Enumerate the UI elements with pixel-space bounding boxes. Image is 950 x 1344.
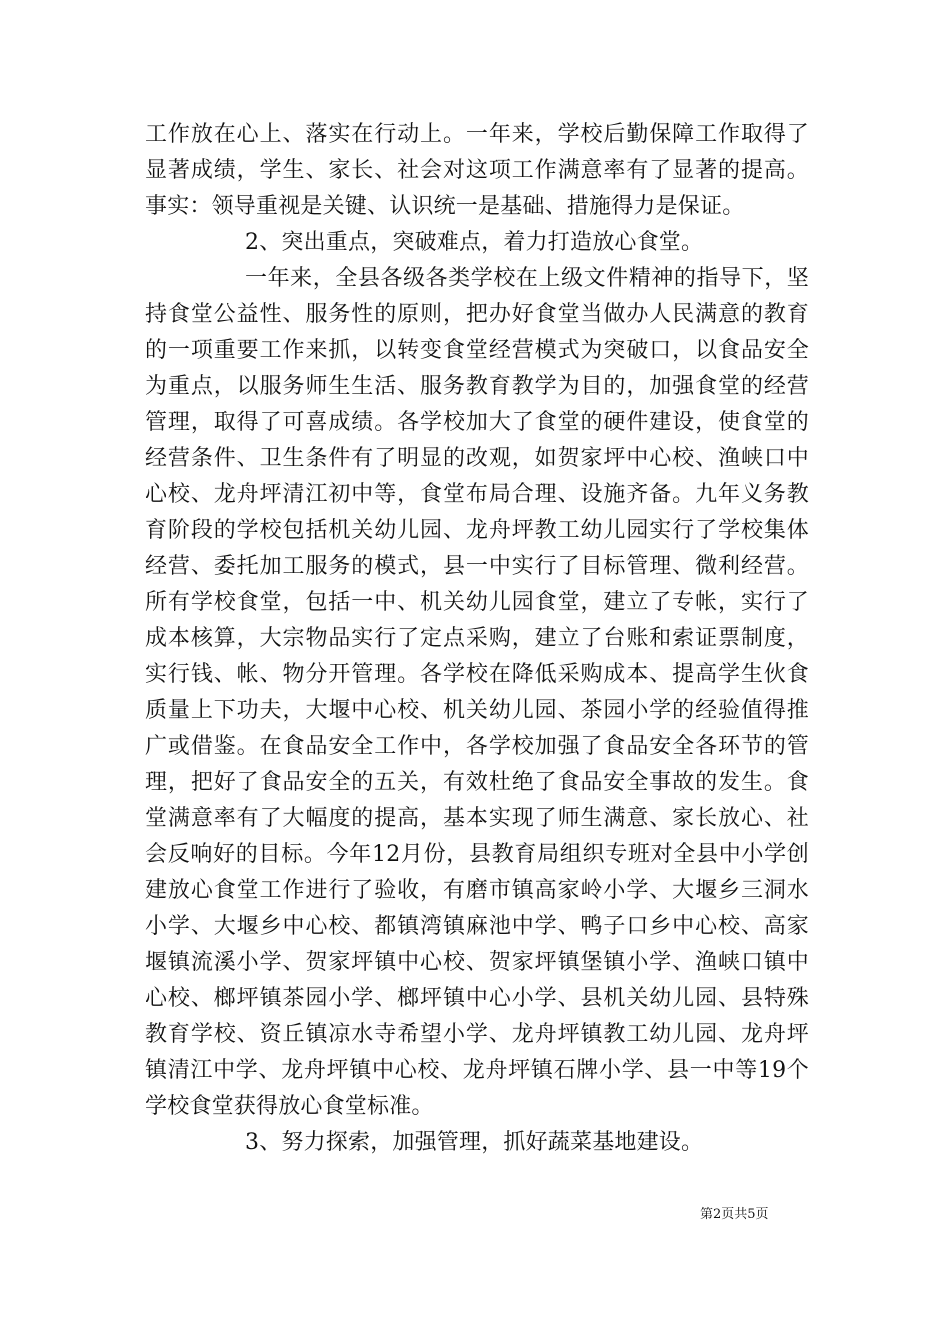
text-line: 实行钱、帐、物分开管理。各学校在降低采购成本、提高学生伙食 <box>145 662 809 687</box>
text-line: 一年来，全县各级各类学校在上级文件精神的指导下，坚 <box>245 266 809 291</box>
text-line: 小学、大堰乡中心校、都镇湾镇麻池中学、鸭子口乡中心校、高家 <box>145 914 809 939</box>
text-line: 工作放在心上、落实在行动上。一年来，学校后勤保障工作取得了 <box>145 122 809 147</box>
text-line: 的一项重要工作来抓，以转变食堂经营模式为突破口，以食品安全 <box>145 338 809 363</box>
text-line: 理，把好了食品安全的五关，有效杜绝了食品安全事故的发生。食 <box>145 770 809 795</box>
text-line: 经营、委托加工服务的模式，县一中实行了目标管理、微利经营。 <box>145 554 809 579</box>
text-line: 建放心食堂工作进行了验收，有磨市镇高家岭小学、大堰乡三洞水 <box>145 878 809 903</box>
section-heading: 2、突出重点，突破难点，着力打造放心食堂。 <box>245 230 704 255</box>
text-line: 会反响好的目标。今年12月份，县教育局组织专班对全县中小学创 <box>145 842 809 867</box>
text-line: 广或借鉴。在食品安全工作中，各学校加强了食品安全各环节的管 <box>145 734 809 759</box>
document-body <box>145 117 809 1161</box>
text-line: 心校、龙舟坪清江初中等，食堂布局合理、设施齐备。九年义务教 <box>145 482 809 507</box>
text-line: 事实：领导重视是关键、认识统一是基础、措施得力是保证。 <box>145 194 745 219</box>
text-line: 学校食堂获得放心食堂标准。 <box>145 1094 434 1119</box>
text-line: 经营条件、卫生条件有了明显的改观，如贺家坪中心校、渔峡口中 <box>145 446 809 471</box>
page-number: 第2页共5页 <box>700 1207 769 1222</box>
text-line: 育阶段的学校包括机关幼儿园、龙舟坪教工幼儿园实行了学校集体 <box>145 518 809 543</box>
text-line: 所有学校食堂，包括一中、机关幼儿园食堂，建立了专帐，实行了 <box>145 590 809 615</box>
text-line: 教育学校、资丘镇凉水寺希望小学、龙舟坪镇教工幼儿园、龙舟坪 <box>145 1022 809 1047</box>
text-line: 心校、榔坪镇茶园小学、榔坪镇中心小学、县机关幼儿园、县特殊 <box>145 986 809 1011</box>
text-line: 堂满意率有了大幅度的提高，基本实现了师生满意、家长放心、社 <box>145 806 809 831</box>
text-line: 为重点，以服务师生生活、服务教育教学为目的，加强食堂的经营 <box>145 374 809 399</box>
text-line: 持食堂公益性、服务性的原则，把办好食堂当做办人民满意的教育 <box>145 302 809 327</box>
text-line: 成本核算，大宗物品实行了定点采购，建立了台账和索证票制度， <box>145 626 809 651</box>
section-heading: 3、努力探索，加强管理，抓好蔬菜基地建设。 <box>245 1130 704 1155</box>
text-line: 显著成绩，学生、家长、社会对这项工作满意率有了显著的提高。 <box>145 158 809 183</box>
text-line: 镇清江中学、龙舟坪镇中心校、龙舟坪镇石牌小学、县一中等19个 <box>145 1058 809 1083</box>
text-line: 质量上下功夫，大堰中心校、机关幼儿园、茶园小学的经验值得推 <box>145 698 809 723</box>
text-line: 管理，取得了可喜成绩。各学校加大了食堂的硬件建设，使食堂的 <box>145 410 809 435</box>
text-line: 堰镇流溪小学、贺家坪镇中心校、贺家坪镇堡镇小学、渔峡口镇中 <box>145 950 809 975</box>
